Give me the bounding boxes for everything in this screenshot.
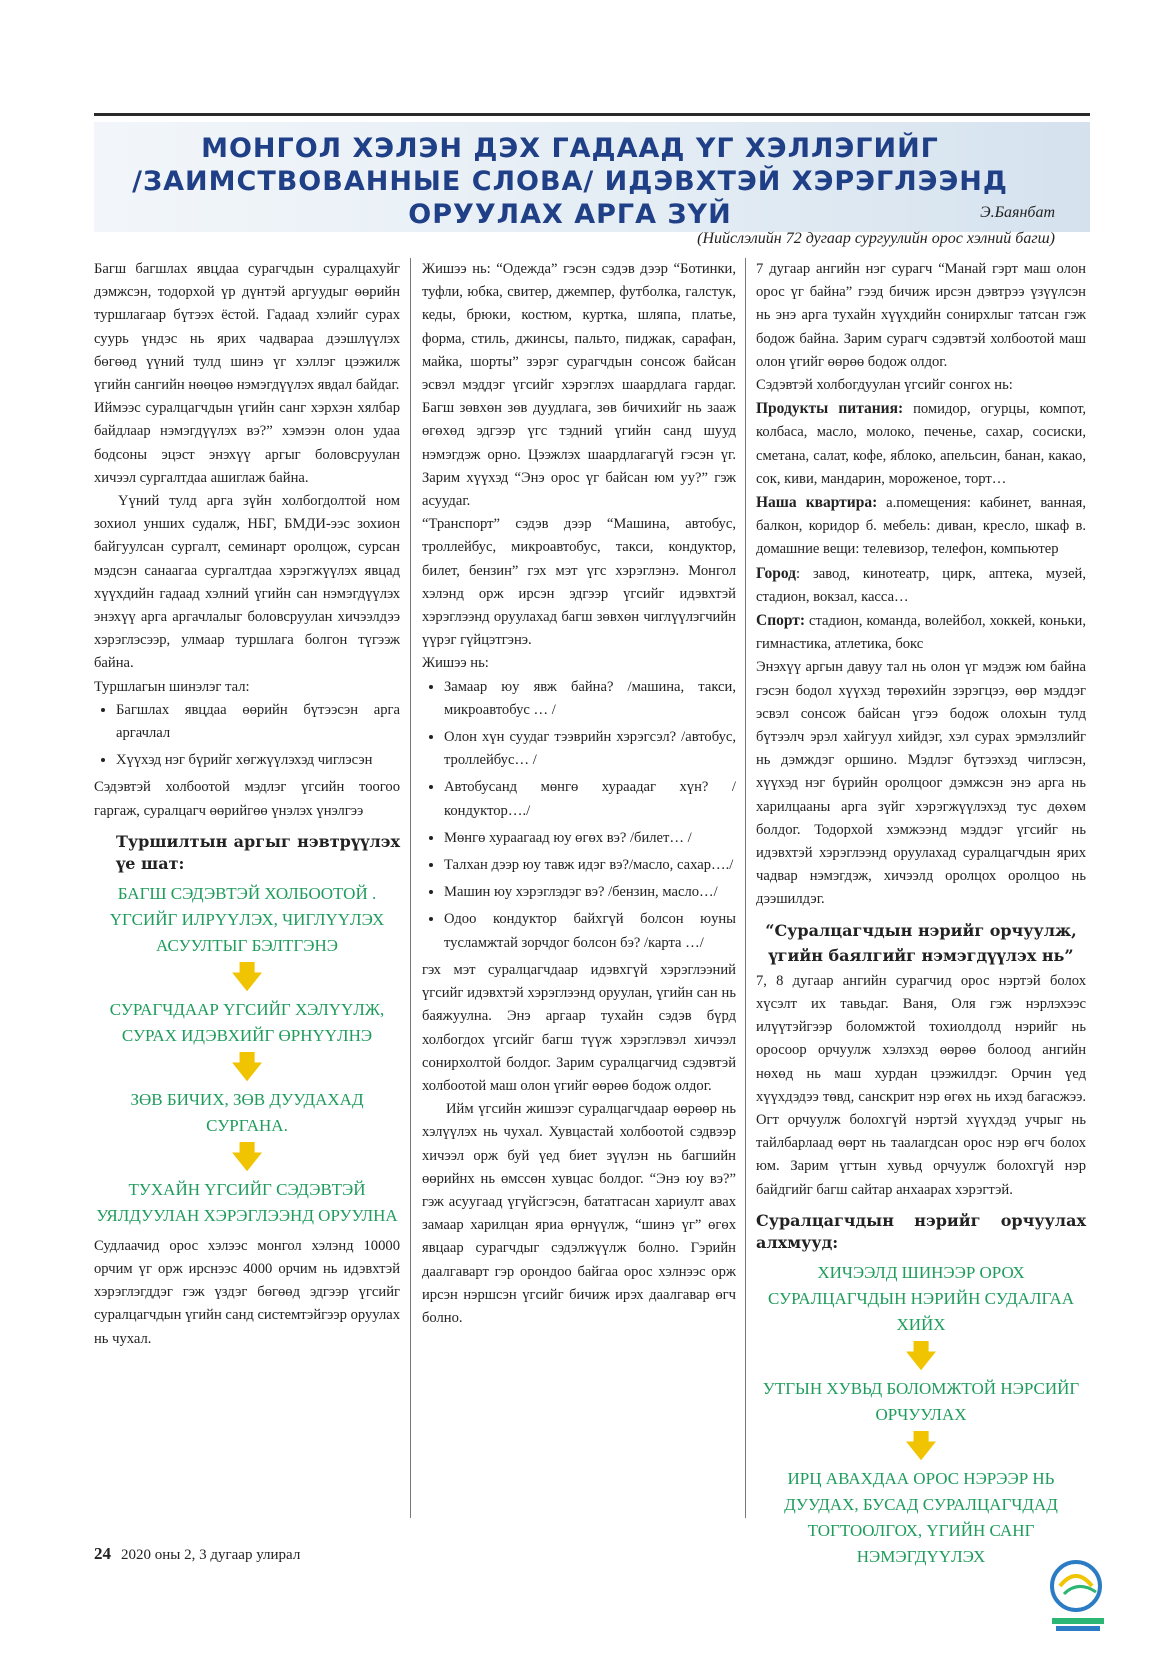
flow-step: ТУХАЙН ҮГСИЙГ СЭДЭВТЭЙ УЯЛДУУЛАН ХЭРЭГЛЭЭНД ОРУУЛНА: [96, 1179, 398, 1225]
title-line: /ЗАИМСТВОВАННЫЕ СЛОВА/ ИДЭВХТЭЙ ХЭРЭГЛЭЭНД: [132, 166, 1008, 197]
flow-step: ИРЦ АВАХДАА ОРОС НЭРЭЭР НЬ ДУУДАХ, БУСАД СУРАЛЦАГЧДАД ТОГТООЛГОХ, ҮГИЙН САНГ НЭМЭГДҮҮЛЭХ: [784, 1468, 1058, 1566]
list-item: • Машин юу хэрэглэдэг вэ? /бензин, масло…/: [444, 881, 736, 904]
topic-text: : завод, кинотеатр, цирк, аптека, музей, стадион, вокзал, касса…: [756, 565, 1086, 605]
paragraph: Иймээс суралцагчдын үгийн санг хэрхэн хялбар байдлаар нэмэгдүүлэх вэ?” хэмээн олон удаа бодсоны эцэст энэхүү аргыг боловсруулан хичээл сургалтдаа ашиглаж байна.: [94, 400, 400, 486]
paragraph: Судлаачид орос хэлээс монгол хэлэнд 10000 орчим үг орж ирснээс 4000 орчим нь идэвхтэй хэрэглэгддэг гэж үздэг бөгөөд эдгээр үгсийг суралцагчдын үгийн санд системтэйгээр оруулах нь чухал.: [94, 1237, 400, 1347]
arrow-down-icon: 🡇: [905, 1428, 937, 1464]
topic-list-item: [756, 397, 1086, 491]
quote-line: үгийн баялгийг нэмэгдүүлэх нь”: [768, 945, 1074, 965]
page-footer: [94, 1544, 300, 1564]
paragraph: Жишээ нь: “Одежда” гэсэн сэдэв дээр “Ботинки, туфли, юбка, свитер, джемпер, футболка, галстук, кеды, брюки, костюм, куртка, шляпа, платье, форма, стиль, джинсы, пальто, пиджак, сарафан, майка, шорты” зэрэг сурагчдын сонсож байсан эсвэл мэддэг үгсийг хэрэглэх шаардлага гардаг. Багш зөвхөн зөв дуудлага, зөв бичихийг нь зааж өгөхөд эдгээр үгс тэдний үгийн санд шууд нэмэгдэж орно. Цээжлэх шаардлагагүй гэсэн үг. Зарим хүүхэд “Энэ орос үг байсан юм уу?” гэж асуудаг.: [422, 261, 736, 510]
author-name: Э.Баянбат: [980, 204, 1055, 221]
paragraph: 7 дугаар ангийн нэг сурагч “Манай гэрт маш олон орос үг байна” гээд бичиж ирсэн дэвтрээ үзүүлсэн нь энэ арга тухайн хүүхдийн сонирхлыг татсан гэж бодож байна. Зарим сурагч сэдэвтэй холбоотой маш олон үгийг өөрөө бодож олдог.: [756, 261, 1086, 370]
title-line: ОРУУЛАХ АРГА ЗҮЙ: [408, 199, 732, 230]
topic-text: стадион, команда, волейбол, хоккей, коньки, гимнастика, атлетика, бокс: [756, 613, 1086, 653]
topic-list-item: [756, 609, 1086, 656]
paragraph: гэх мэт суралцагчдаар идэвхгүй хэрэглээний үгсийг идэвхтэй хэрэглээнд оруулан, үгийн сан нь баяжуулна. Энэ аргаар тухайн сэдэв бүрд холбогдох үгсийг багш түүж хэрэглэвэл хичээл сонирхолтой болдог. Зарим суралцагчид сэдэвтэй холбоотой маш олон үгийг өөрөө бодож олдог.: [422, 961, 736, 1094]
section-heading: Туршилтын аргыг нэвтрүүлэх үе шат:: [116, 831, 400, 873]
quote-line: “Суралцагчдын нэрийг орчуулж,: [765, 920, 1077, 940]
paragraph: Үүний тулд арга зүйн холбогдолтой ном зохиол унших судалж, НБГ, БМДИ-ээс зохион байгуулсан сургалт, семинарт оролцож, сурсан мэдсэн санаагаа сургалтдаа хэрэгжүүлэх явцад хүүхдийн гадаад хэлний үгийн сан нэмэгдүүлэх энэхүү арга аргачлалыг боловсруулан хичээлдээ хэрэглэсээр, улмаар туршлага болгон түгээж байна.: [94, 493, 400, 672]
topic-label: Город: [756, 564, 797, 582]
flow-step: УТГЫН ХУВЬД БОЛОМЖТОЙ НЭРСИЙГ ОРЧУУЛАХ: [762, 1378, 1080, 1424]
list-item: • Талхан дээр юу тавж идэг вэ?/масло, сахар…./: [444, 854, 736, 877]
topic-text: помидор, огурцы, компот, колбаса, масло, молоко, печенье, сахар, сосиски, сметана, салат, кофе, яблоко, апельсин, банан, какао, сок, киви, мандарин, мороженое, торт…: [756, 401, 1086, 487]
column-3: [756, 258, 1086, 1570]
paragraph: Сэдэвтэй холбоотой мэдлэг үгсийн тоогоо гаргаж, суралцагч өөрийгөө үнэлэх үнэлгээ: [94, 779, 400, 819]
paragraph: Багш багшлах явцдаа сурагчдын суралцахуйг дэмжсэн, тодорхой үр дүнтэй аргуудыг өөрийн туршлагаар бүтээх ёстой. Гадаад хэлийг сурах суурь үндэс нь ярих чадвараа дээшлүүлэх бөгөөд үүний тулд шинэ үг хэллэг цээжилж үгийн сангийн нөөцөө нэмэгдүүлэх явдал байдаг.: [94, 261, 400, 394]
arrow-down-icon: 🡇: [231, 959, 263, 995]
list-item: • Замаар юу явж байна? /машина, такси, микроавтобус … /: [444, 676, 736, 722]
author-affiliation: (Нийслэлийн 72 дугаар сургуулийн орос хэлний багш): [697, 230, 1055, 247]
journal-logo: [1046, 1556, 1110, 1638]
topic-text: а.помещения: кабинет, ванная, балкон, коридор б. мебель: диван, кресло, шкаф в. домашние вещи: телевизор, телефон, компьютер: [756, 495, 1086, 558]
arrow-down-icon: 🡇: [231, 1139, 263, 1175]
topic-list-item: [756, 491, 1086, 562]
top-rule: [94, 113, 1090, 116]
topic-label: Продукты питания:: [756, 400, 904, 418]
paragraph: Энэхүү аргын давуу тал нь олон үг мэдэж юм байна гэсэн бодол хүүхэд төрөхийн зэрэгцээ, өөр мэддэг эсвэл сонсож байсан үгээ бодож олохын тулд бүтээлч эрэл хайгуул хийдэг, хэл сурах эрмэлзлийг нь дэмждэг оршино. Мэдлэг бүтээхэд чиглэсэн, хүүхэд нэг бүрийн оролцоог дэмжсэн энэ арга нь харилцааны арга зүйг хэрэгжүүлэхэд тус дөхөм болдог. Тодорхой хэмжээнд мэддэг үгсийг нь идэвхтэй хэрэглээнд оруулахад суралцагчдын ярих чадвар нэмэгдэж, хичээлд оролцох оролцоо нь дээшилдэг.: [756, 659, 1086, 908]
paragraph: “Транспорт” сэдэв дээр “Машина, автобус, троллейбус, микроавтобус, такси, кондуктор, билет, бензин” гэх мэт үгс хэрэглэнэ. Монгол хэлэнд орж ирсэн эдгээр үгсийг идэвхтэй хэрэглээнд оруулахад багш зөвхөн чиглүүлэгчийн үүрэг гүйцэтгэнэ.: [422, 516, 736, 649]
bullet-list: [422, 676, 736, 955]
flow-step: ХИЧЭЭЛД ШИНЭЭР ОРОХ СУРАЛЦАГЧДЫН НЭРИЙН СУДАЛГАА ХИЙХ: [767, 1262, 1075, 1334]
paragraph: 7, 8 дугаар ангийн сурагчид орос нэртэй болох хүсэлт их тавьдаг. Ваня, Оля гэж нэрлэхээс илүүтэйгээр боломжтой тохиолдолд нэрийг нь оросоор орчуулж хэлэхэд өөрөө болоод ангийн нөхөд нь маш хурдан цээжилдэг. Орчин үед хүүхдэдээ төвд, санскрит нэр өгөх нь ихэд багасжээ. Огт орчуулж болохгүй нэртэй хүүхдэд учрыг нь тайлбарлаад өөрт нь таалагдсан орос нэр өгч болох юм. Зарим үгтын хувьд орчуулж болохгүй нэр байдгийг багш сайтар анхаарах хэрэгтэй.: [756, 972, 1086, 1198]
column-1: [94, 258, 400, 1351]
section-quote: [756, 918, 1086, 968]
paragraph: Туршлагын шинэлэг тал:: [94, 678, 250, 695]
column-divider: [745, 258, 746, 1518]
article-title: [120, 132, 1020, 231]
paragraph: Ийм үгсийн жишээг суралцагчдаар өөрөөр нь хэлүүлэх нь чухал. Хувцастай холбоотой сэдвээр хичээл орж буй үед биет зүүлэн нь багшийн өөрийнх нь өмссөн хувцас болдог. “Энэ юу вэ?” гэж асуугаад үгүйсгэсэн, бататгасан хариулт авах замаар харилцан яриа өрнүүлж, “шинэ үг” өгөх явцаар сурагчдыг сэдэлжүүлж болно. Гэрийн даалгаварт гэр орондоо байгаа орос хэлнээс орж ирсэн нэршсэн үгсийг бичиж ирэх даалгавар өгч болно.: [422, 1101, 736, 1326]
column-2: [422, 258, 736, 1330]
paragraph: Сэдэвтэй холбогдуулан үгсийг сонгох нь:: [756, 377, 1013, 394]
list-item: • Одоо кондуктор байхгүй болсон юуны тусламжтай зорчдог болсон бэ? /карта …/: [444, 908, 736, 954]
list-item: • Багшлах явцдаа өөрийн бүтээсэн арга аргачлал: [116, 699, 400, 745]
flow-step: СУРАГЧДААР ҮГСИЙГ ХЭЛҮҮЛЖ, СУРАХ ИДЭВХИЙГ ӨРНҮҮЛНЭ: [109, 999, 385, 1045]
flow-step: БАГШ СЭДЭВТЭЙ ХОЛБООТОЙ . ҮГСИЙГ ИЛРҮҮЛЭХ, ЧИГЛҮҮЛЭХ АСУУЛТЫГ БЭЛТГЭНЭ: [109, 883, 385, 955]
paragraph: Жишээ нь:: [422, 655, 489, 672]
topic-label: Наша квартира:: [756, 494, 878, 512]
title-line: МОНГОЛ ХЭЛЭН ДЭХ ГАДААД ҮГ ХЭЛЛЭГИЙГ: [201, 133, 939, 164]
list-item: • Мөнгө хураагаад юу өгөх вэ? /билет… /: [444, 827, 736, 850]
column-divider: [410, 258, 411, 1518]
topic-list-item: [756, 562, 1086, 609]
page-number: 24: [94, 1544, 111, 1563]
list-item: • Автобусанд мөнгө хураадаг хүн? /кондуктор…./: [444, 776, 736, 822]
section-heading: Суралцагчдын нэрийг орчуулах алхмууд:: [756, 1210, 1086, 1252]
flow-step: ЗӨВ БИЧИХ, ЗӨВ ДУУДАХАД СУРГАНА.: [130, 1089, 364, 1135]
arrow-down-icon: 🡇: [231, 1049, 263, 1085]
bullet-list: [94, 699, 400, 773]
list-item: • Хүүхэд нэг бүрийг хөгжүүлэхэд чиглэсэн: [116, 749, 400, 772]
list-item: • Олон хүн суудаг тээврийн хэрэгсэл? /автобус, троллейбус… /: [444, 726, 736, 772]
topic-label: Спорт:: [756, 612, 806, 630]
issue-label: 2020 оны 2, 3 дугаар улирал: [121, 1547, 301, 1563]
arrow-down-icon: 🡇: [905, 1338, 937, 1374]
